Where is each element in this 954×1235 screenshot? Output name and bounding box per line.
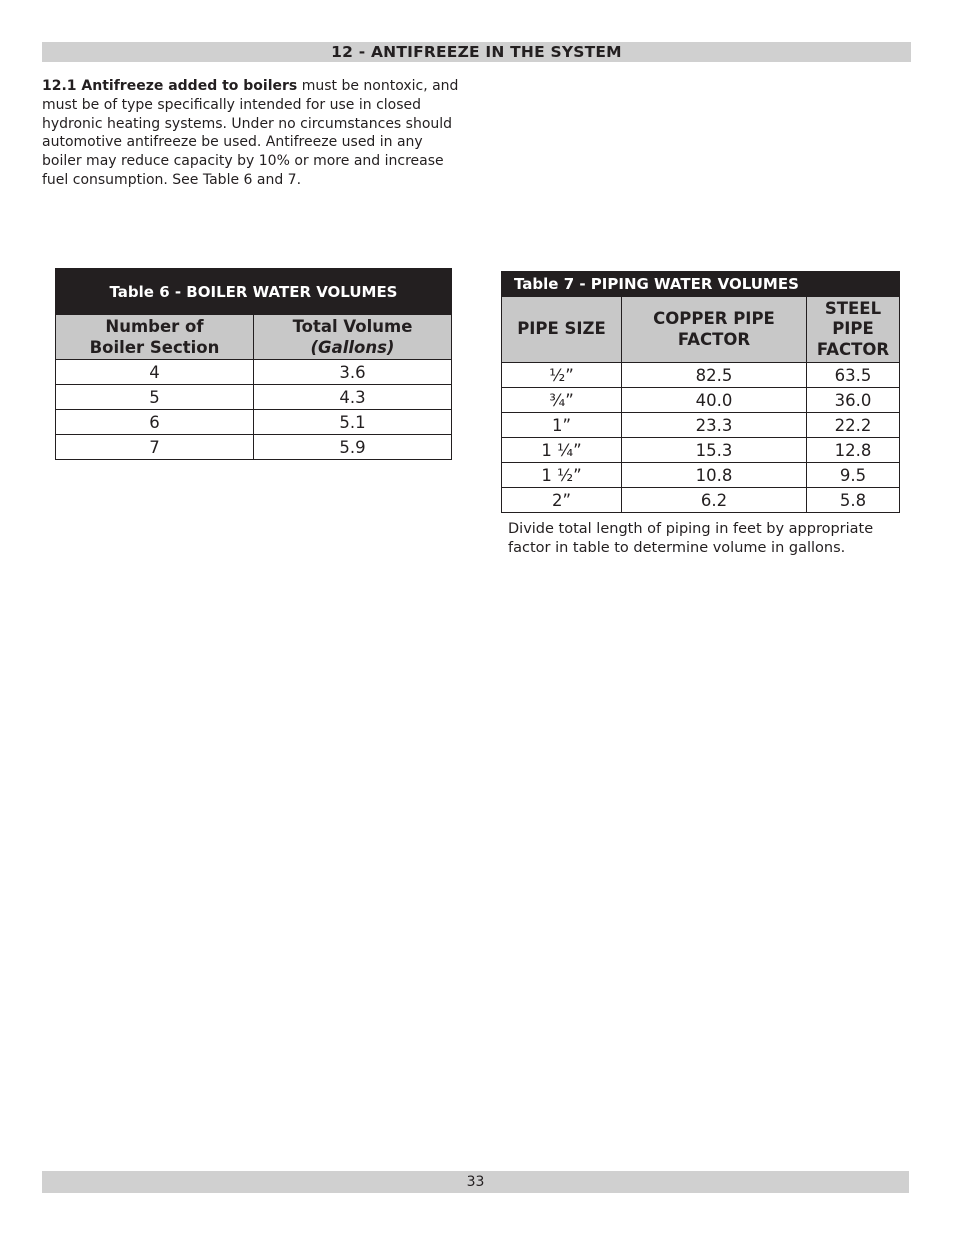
- table7-header-copper: COPPER PIPE FACTOR: [622, 297, 807, 363]
- table6-header-volume-line1: Total Volume: [292, 317, 413, 336]
- table6-cell: 5.9: [254, 435, 452, 460]
- table7-cell: 15.3: [622, 438, 807, 463]
- page-number: 33: [42, 1171, 909, 1193]
- table7-cell: ¾”: [502, 388, 622, 413]
- table-row: [502, 463, 900, 488]
- table-row: [56, 385, 452, 410]
- table7-cell: 63.5: [807, 363, 900, 388]
- table6-cell: 5: [56, 385, 254, 410]
- table7-cell: 10.8: [622, 463, 807, 488]
- table7-cell: 22.2: [807, 413, 900, 438]
- table-row: [56, 360, 452, 385]
- boiler-water-volumes-table: [55, 268, 452, 460]
- table-row: [502, 413, 900, 438]
- table7-cell: 1 ¼”: [502, 438, 622, 463]
- table-row: [502, 363, 900, 388]
- table-row: [56, 435, 452, 460]
- table6-cell: 7: [56, 435, 254, 460]
- table6-cell: 4: [56, 360, 254, 385]
- intro-lead: 12.1 Antifreeze added to boilers: [42, 78, 298, 94]
- table7-cell: 40.0: [622, 388, 807, 413]
- table6-header-sections-line2: Boiler Section: [89, 338, 220, 357]
- table7-cell: 12.8: [807, 438, 900, 463]
- table7-cell: ½”: [502, 363, 622, 388]
- table7-title: Table 7 - PIPING WATER VOLUMES: [502, 272, 900, 297]
- table7-cell: 6.2: [622, 488, 807, 513]
- piping-water-volumes-table: [501, 271, 900, 513]
- table6-header-volume: [254, 315, 452, 360]
- table7-header-pipe-size: PIPE SIZE: [502, 297, 622, 363]
- table7-cell: 9.5: [807, 463, 900, 488]
- table6-header-sections-line1: Number of: [105, 317, 204, 336]
- table6-header-volume-unit: (Gallons): [310, 338, 395, 357]
- table6-cell: 5.1: [254, 410, 452, 435]
- table6-title: Table 6 - BOILER WATER VOLUMES: [56, 269, 452, 315]
- table-row: [502, 388, 900, 413]
- table7-cell: 23.3: [622, 413, 807, 438]
- table7-cell: 5.8: [807, 488, 900, 513]
- table7-cell: 36.0: [807, 388, 900, 413]
- table7-cell: 1”: [502, 413, 622, 438]
- table7-cell: 82.5: [622, 363, 807, 388]
- table-row: [56, 410, 452, 435]
- table-row: [502, 438, 900, 463]
- table7-cell: 2”: [502, 488, 622, 513]
- table7-header-steel: STEEL PIPE FACTOR: [807, 297, 900, 363]
- table6-header-sections: [56, 315, 254, 360]
- table7-cell: 1 ½”: [502, 463, 622, 488]
- table6-cell: 4.3: [254, 385, 452, 410]
- table-row: [502, 488, 900, 513]
- intro-paragraph: [42, 77, 462, 190]
- table7-note: Divide total length of piping in feet by appropriate factor in table to determine volume in gallons.: [508, 521, 874, 556]
- table6-cell: 6: [56, 410, 254, 435]
- intro-body: must be nontoxic, and must be of type specifically intended for use in closed hydronic heating systems. Under no circumstances should automotive antifreeze be used. Antifreeze used in any boiler may reduce capacity by 10% or more and increase fuel consumption. See Table 6 and 7.: [42, 78, 459, 188]
- section-title: 12 - ANTIFREEZE IN THE SYSTEM: [42, 42, 911, 62]
- table6-cell: 3.6: [254, 360, 452, 385]
